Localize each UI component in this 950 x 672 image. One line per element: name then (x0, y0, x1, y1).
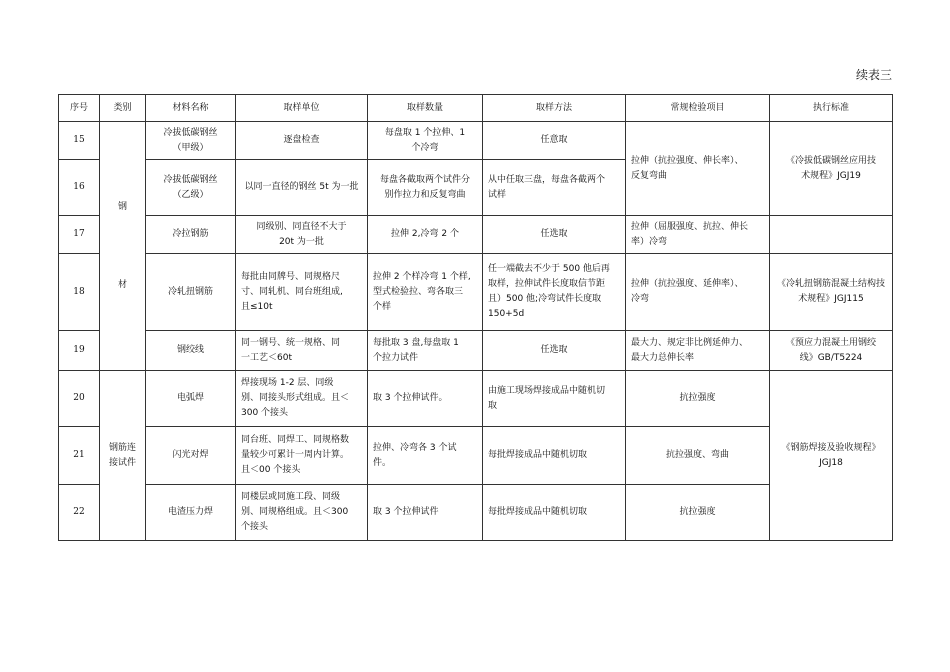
row-number: 15 (59, 122, 100, 160)
sample-unit: 每批由同牌号、同规格尺 寸、同轧机、同台班组成, 且≤10t (236, 254, 368, 331)
table-row (59, 371, 893, 427)
sample-qty: 拉伸 2 个样冷弯 1 个样, 型式检验拉、弯各取三 个样 (368, 254, 483, 331)
sample-method: 任意取 (483, 122, 626, 160)
row-number: 20 (59, 371, 100, 427)
test-items: 拉伸（抗拉强度、延伸率）、 冷弯 (626, 254, 770, 331)
table-row (59, 485, 893, 541)
sample-method: 每批焊接成品中随机切取 (483, 427, 626, 485)
material-name: 钢绞线 (146, 331, 236, 371)
sample-method: 从中任取三盘，每盘各截两个 试样 (483, 160, 626, 216)
category-cell: 钢筋连 接试件 (100, 371, 146, 541)
sample-qty: 取 3 个拉伸试件 (368, 485, 483, 541)
table-row (59, 427, 893, 485)
sample-method: 由施工现场焊接成品中随机切 取 (483, 371, 626, 427)
material-name: 电弧焊 (146, 371, 236, 427)
material-name: 冷轧扭钢筋 (146, 254, 236, 331)
standard: 《钢筋焊接及验收规程》 JGJ18 (770, 371, 893, 541)
test-items: 拉伸（抗拉强度、伸长率）、 反复弯曲 (626, 122, 770, 216)
material-name: 电渣压力焊 (146, 485, 236, 541)
header-sample-method: 取样方法 (483, 95, 626, 122)
sample-qty: 每盘取 1 个拉伸、1 个冷弯 (368, 122, 483, 160)
material-name: 冷拉钢筋 (146, 216, 236, 254)
row-number: 19 (59, 331, 100, 371)
material-name: 冷拔低碳钢丝 （乙级） (146, 160, 236, 216)
sample-method: 每批焊接成品中随机切取 (483, 485, 626, 541)
test-items: 抗拉强度 (626, 371, 770, 427)
table-row (59, 331, 893, 371)
sample-unit: 逐盘检查 (236, 122, 368, 160)
header-sample-qty: 取样数量 (368, 95, 483, 122)
sample-unit: 同楼层或同施工段、同级 别、同规格组成。且＜300 个接头 (236, 485, 368, 541)
row-number: 22 (59, 485, 100, 541)
category-cell: 钢 材 (100, 122, 146, 371)
material-name: 冷拔低碳钢丝 （甲级） (146, 122, 236, 160)
row-number: 16 (59, 160, 100, 216)
standard: 《预应力混凝土用钢绞 线》GB/T5224 (770, 331, 893, 371)
row-number: 17 (59, 216, 100, 254)
sample-qty: 取 3 个拉伸试件。 (368, 371, 483, 427)
header-row (59, 95, 893, 122)
sample-unit: 以同一直径的钢丝 5t 为一批 (236, 160, 368, 216)
row-number: 21 (59, 427, 100, 485)
material-name: 闪光对焊 (146, 427, 236, 485)
table-row (59, 122, 893, 160)
header-tests: 常规检验项目 (626, 95, 770, 122)
sample-qty: 每批取 3 盘,每盘取 1 个拉力试件 (368, 331, 483, 371)
row-number: 18 (59, 254, 100, 331)
test-items: 抗拉强度、弯曲 (626, 427, 770, 485)
test-items: 抗拉强度 (626, 485, 770, 541)
sampling-table (58, 94, 893, 541)
sample-qty: 拉伸、冷弯各 3 个试 件。 (368, 427, 483, 485)
standard: 《冷轧扭钢筋混凝土结构技 术规程》JGJ115 (770, 254, 893, 331)
header-category: 类别 (100, 95, 146, 122)
standard-empty (770, 216, 893, 254)
sample-method: 任一端截去不少于 500 他后再 取样，拉伸试件长度取信节距 且）500 他;冷弯试件长度取 150+5d (483, 254, 626, 331)
sample-qty: 每盘各截取两个试件分 别作拉力和反复弯曲 (368, 160, 483, 216)
test-items: 最大力、规定非比例延伸力、 最大力总伸长率 (626, 331, 770, 371)
header-sample-unit: 取样单位 (236, 95, 368, 122)
header-material: 材料名称 (146, 95, 236, 122)
sample-unit: 同台班、同焊工、同规格数 量较少可累计一周内计算。 且＜00 个接头 (236, 427, 368, 485)
table-caption: 续表三 (856, 68, 893, 82)
table-row (59, 254, 893, 331)
sample-unit: 同级别、同直径不大于 20t 为一批 (236, 216, 368, 254)
sample-method: 任选取 (483, 331, 626, 371)
sample-qty: 拉伸 2,冷弯 2 个 (368, 216, 483, 254)
header-standard: 执行标准 (770, 95, 893, 122)
header-no: 序号 (59, 95, 100, 122)
table-row (59, 216, 893, 254)
sample-unit: 同一钢号、统一规格、同 一工艺＜60t (236, 331, 368, 371)
sample-unit: 焊接现场 1-2 层、同级 别、同接头形式组成。且＜ 300 个接头 (236, 371, 368, 427)
standard: 《冷拔低碳钢丝应用技 术规程》JGJ19 (770, 122, 893, 216)
sample-method: 任选取 (483, 216, 626, 254)
test-items: 拉伸（屈服强度、抗拉、伸长 率）冷弯 (626, 216, 770, 254)
